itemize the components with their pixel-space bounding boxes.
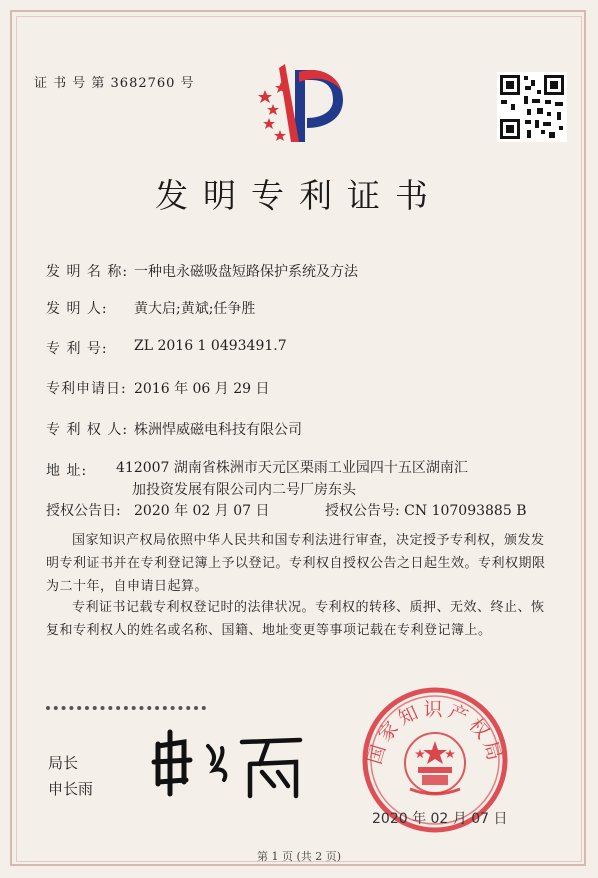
director-name: 申长雨: [48, 780, 94, 798]
seal-text: 国家知识产权局: [363, 698, 507, 767]
patent-number-label: 专 利 号:: [46, 341, 108, 357]
paragraph-legal-status: 专利证书记载专利权登记时的法律状况。专利权的转移、质押、无效、终止、恢复和专利权人的姓名或名称、国籍、地址变更等事项记载在专利登记簿上。: [46, 600, 545, 638]
director-title: 局长: [48, 754, 79, 772]
certificate-number: 证 书 号 第 3682760 号: [34, 76, 195, 91]
patentee: 株洲悍威磁电科技有限公司: [134, 422, 302, 438]
patent-number: ZL 2016 1 0493491.7: [134, 338, 287, 354]
announcement-date: 2020 年 02 月 07 日: [134, 503, 270, 519]
certificate-title: 发明专利证书: [155, 176, 443, 215]
address: [116, 457, 468, 501]
address-label: 地 址:: [46, 463, 88, 479]
patent-office-logo-icon: [255, 60, 347, 146]
seal-date: 2020 年 02 月 07 日: [372, 811, 508, 827]
announcement-number: 授权公告号: CN 107093885 B: [325, 503, 527, 519]
director-signature-icon: [150, 724, 310, 804]
address-line-2: 加投资发展有限公司内二号厂房东头: [132, 482, 356, 498]
patentee-label: 专 利 权 人:: [46, 422, 129, 438]
page-number: 第 1 页 (共 2 页): [256, 850, 342, 863]
invention-name-label: 发 明 名 称:: [46, 264, 129, 280]
qr-code-icon: [497, 72, 567, 142]
filing-date: 2016 年 06 月 29 日: [134, 381, 270, 397]
address-line-1: 412007 湖南省株洲市天元区栗雨工业园四十五区湖南汇: [116, 460, 468, 476]
paragraph-grant: 国家知识产权局依照中华人民共和国专利法进行审查，决定授予专利权，颁发发明专利证书并在专利登记簿上予以登记。专利权自授权公告之日起生效。专利权期限为二十年，自申请日起算。: [46, 533, 546, 594]
announcement-date-label: 授权公告日:: [46, 503, 121, 519]
invention-name: 一种电永磁吸盘短路保护系统及方法: [134, 264, 358, 280]
filing-date-label: 专利申请日:: [46, 381, 127, 397]
inventor: 黄大启;黄斌;任争胜: [134, 301, 256, 317]
barcode-dash-line: [46, 706, 206, 710]
inventor-label: 发 明 人:: [46, 301, 108, 317]
